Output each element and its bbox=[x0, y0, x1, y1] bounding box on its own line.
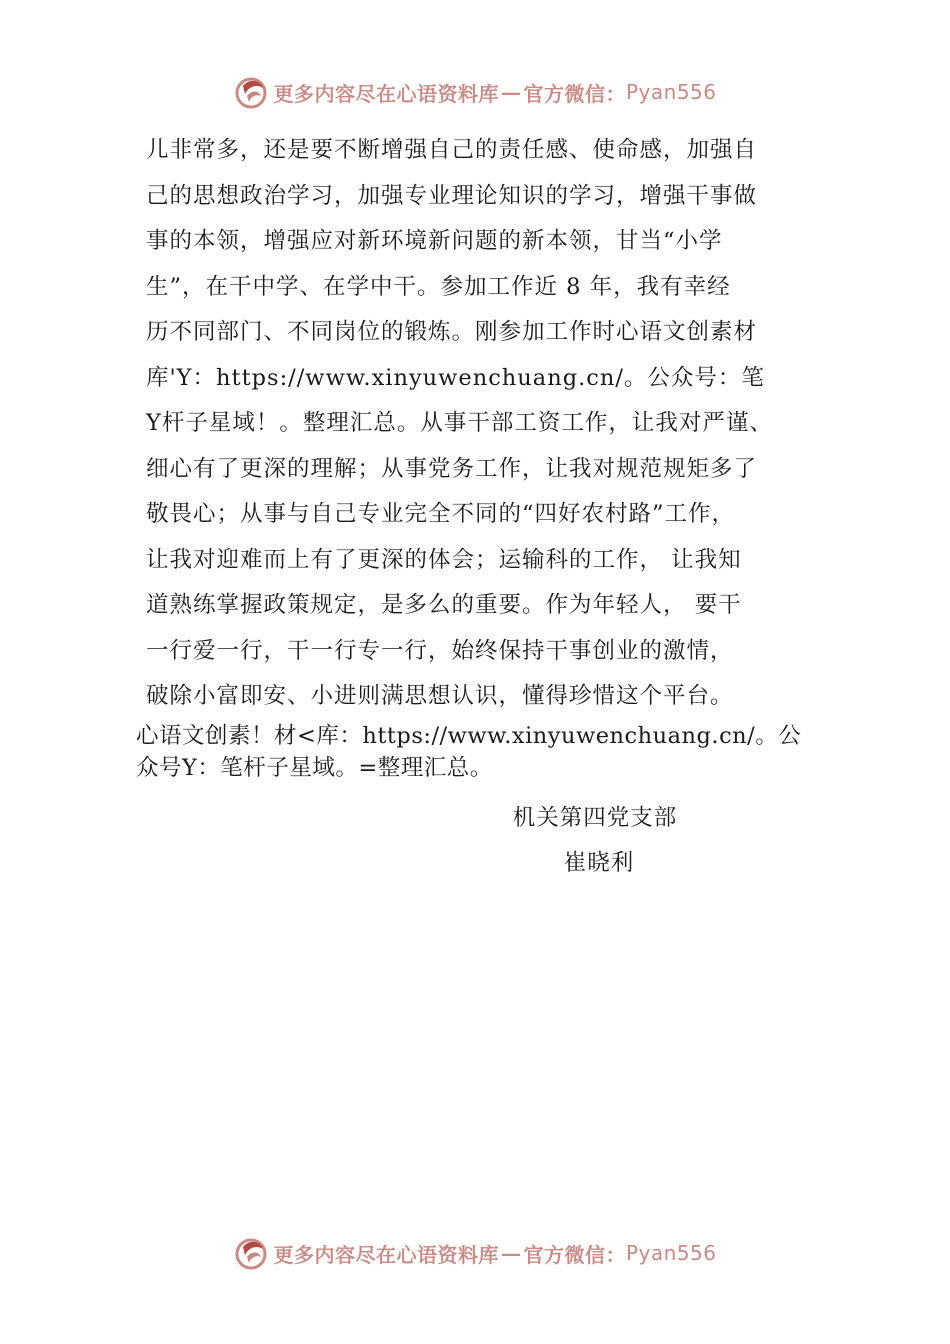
note-line: 众号Y：笔杆子星域。=整理汇总。 bbox=[136, 755, 493, 781]
paragraph-line: 破除小富即安、小进则满思想认识，懂得珍惜这个平台。 bbox=[146, 683, 734, 709]
banner-contact-label: 官方微信： bbox=[523, 81, 626, 106]
brand-logo-icon bbox=[233, 74, 269, 110]
header-banner bbox=[0, 74, 950, 110]
paragraph-line: 让我对迎难而上有了更深的体会；运输科的工作， 让我知 bbox=[146, 546, 742, 573]
paragraph-line: 敬畏心；从事与自己专业完全不同的“四好农村路”工作， bbox=[146, 501, 736, 527]
paragraph-line: 道熟练掌握政策规定，是多么的重要。作为年轻人， 要干 bbox=[146, 592, 742, 618]
note-line: 心语文创素！材<库：https://www.xinyuwenchuang.cn/。公 bbox=[136, 723, 802, 749]
banner-separator: — bbox=[500, 1241, 522, 1265]
brand-logo-icon bbox=[233, 1235, 269, 1271]
banner-text: 更多内容尽在心语资料库 bbox=[273, 1242, 499, 1267]
main-paragraph bbox=[146, 128, 836, 720]
paragraph-line: 库'Y：https://www.xinyuwenchuang.cn/。公众号：笔 bbox=[146, 364, 765, 391]
signature-organization: 机关第四党支部 bbox=[512, 805, 678, 831]
source-note bbox=[136, 720, 826, 784]
paragraph-line: 儿非常多，还是要不断增强自己的责任感、使命感，加强自 bbox=[146, 137, 758, 163]
paragraph-line: 历不同部门、不同岗位的锻炼。刚参加工作时心语文创素材 bbox=[146, 319, 758, 345]
banner-text: 更多内容尽在心语资料库 bbox=[273, 81, 499, 106]
paragraph-line: 事的本领，增强应对新环境新问题的新本领，甘当“小学 bbox=[146, 228, 723, 254]
footer-banner bbox=[0, 1235, 950, 1271]
banner-contact-id: Pyan556 bbox=[625, 1241, 717, 1265]
signature-block bbox=[460, 796, 730, 886]
paragraph-line: 一行爱一行，干一行专一行，始终保持干事创业的激情， bbox=[146, 637, 734, 664]
signature-name: 崔晓利 bbox=[563, 850, 635, 876]
banner-contact-label: 官方微信： bbox=[523, 1242, 626, 1267]
banner-contact-id: Pyan556 bbox=[625, 80, 717, 104]
paragraph-line: Y杆子星域！。整理汇总。从事干部工资工作，让我对严谨、 bbox=[146, 410, 773, 436]
banner-separator: — bbox=[500, 80, 522, 104]
paragraph-line: 己的思想政治学习，加强专业理论知识的学习，增强干事做 bbox=[146, 182, 758, 209]
paragraph-line: 细心有了更深的理解；从事党务工作，让我对规范规矩多了 bbox=[146, 455, 758, 482]
paragraph-line: 生”，在干中学、在学中干。参加工作近 8 年，我有幸经 bbox=[146, 273, 731, 300]
